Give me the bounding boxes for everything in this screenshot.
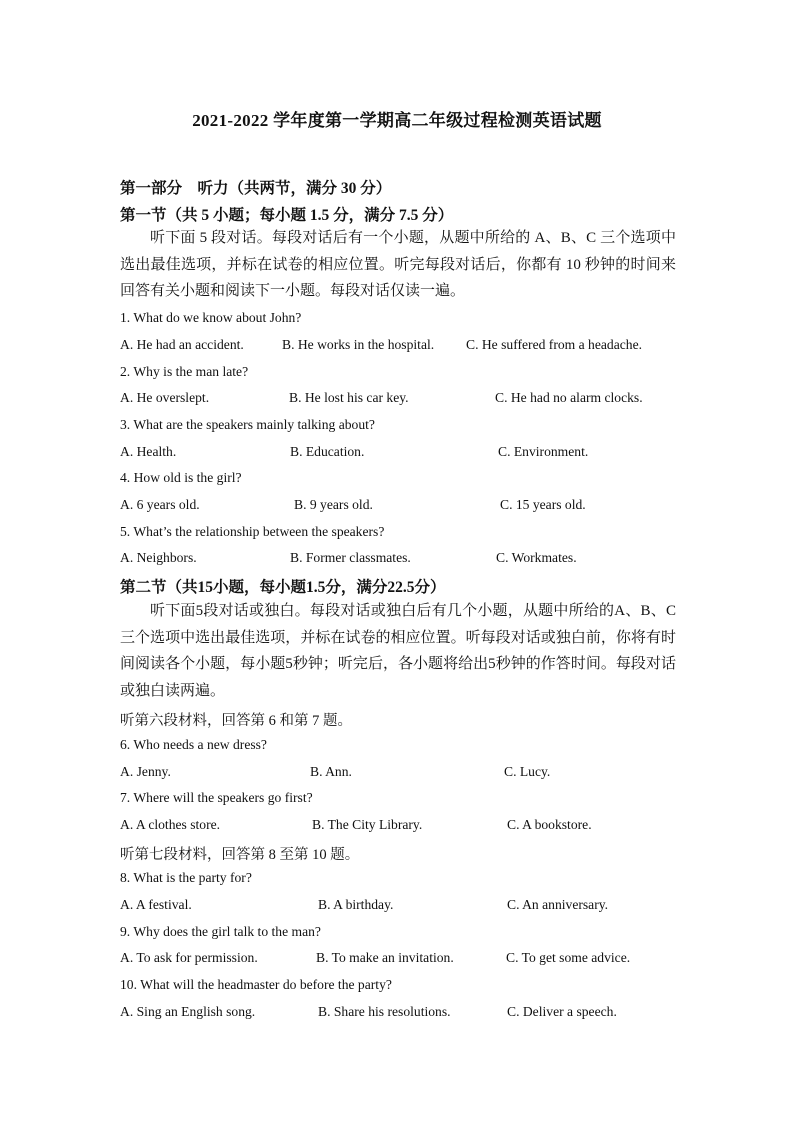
options-row [0, 897, 794, 917]
section1-heading: 第一节（共 5 小题；每小题 1.5 分，满分 7.5 分） [120, 207, 454, 224]
option-a: A. Neighbors. [120, 550, 197, 565]
option-a: A. Sing an English song. [120, 1004, 256, 1019]
option-a: A. A clothes store. [120, 817, 221, 832]
question-stem: 7. Where will the speakers go first? [120, 790, 313, 805]
option-c: C. An anniversary. [507, 897, 609, 912]
part1-heading: 第一部分 听力（共两节，满分 30 分） [120, 180, 392, 197]
option-b: B. A birthday. [318, 897, 394, 912]
question-stem: 9. Why does the girl talk to the man? [120, 924, 321, 939]
section1-instructions: 听下面 5 段对话。每段对话后有一个小题，从题中所给的 A、B、C 三个选项中选出最佳选项，并标在试卷的相应位置。听完每段对话后，你都有 10 秒钟的时间来回答有关小题和阅读下一小题。每段对话仅读一遍。 [120, 230, 676, 299]
options-row [0, 764, 794, 784]
option-b: B. He lost his car key. [289, 390, 409, 405]
option-b: B. To make an invitation. [316, 950, 454, 965]
option-a: A. A festival. [120, 897, 192, 912]
question-stem: 3. What are the speakers mainly talking about? [120, 417, 375, 432]
options-row [0, 390, 794, 410]
option-a: A. He overslept. [120, 390, 210, 405]
option-a: A. He had an accident. [120, 337, 244, 352]
option-c: C. Environment. [498, 444, 589, 459]
option-c: C. Lucy. [504, 764, 551, 779]
options-row [0, 817, 794, 837]
question-stem: 5. What’s the relationship between the speakers? [120, 524, 385, 539]
exam-title: 2021-2022 学年度第一学期高二年级过程检测英语试题 [192, 111, 602, 130]
question-stem: 2. Why is the man late? [120, 364, 249, 379]
options-row [0, 950, 794, 970]
option-b: B. 9 years old. [294, 497, 373, 512]
options-row [0, 337, 794, 357]
option-b: B. Share his resolutions. [318, 1004, 451, 1019]
question-stem: 1. What do we know about John? [120, 310, 302, 325]
section2-heading: 第二节（共15小题，每小题1.5分，满分22.5分） [120, 579, 446, 596]
options-row [0, 444, 794, 464]
option-a: A. Jenny. [120, 764, 171, 779]
option-c: C. To get some advice. [506, 950, 631, 965]
question-stem: 4. How old is the girl? [120, 470, 242, 485]
option-c: C. 15 years old. [500, 497, 586, 512]
option-a: A. 6 years old. [120, 497, 200, 512]
option-c: C. Workmates. [496, 550, 577, 565]
option-c: C. A bookstore. [507, 817, 592, 832]
section2-instructions: 听下面5段对话或独白。每段对话或独白后有几个小题，从题中所给的A、B、C三个选项中选出最佳选项，并标在试卷的相应位置。听每段对话或独白前，你将有时间阅读各个小题，每小题5秒钟；听完后，各小题将给出5秒钟的作答时间。每段对话或独白读两遍。 [120, 603, 676, 699]
option-b: B. The City Library. [312, 817, 423, 832]
option-c: C. He suffered from a headache. [466, 337, 643, 352]
options-row [0, 550, 794, 570]
option-a: A. Health. [120, 444, 177, 459]
option-b: B. He works in the hospital. [282, 337, 435, 352]
option-b: B. Former classmates. [290, 550, 411, 565]
option-b: B. Education. [290, 444, 365, 459]
question-stem: 6. Who needs a new dress? [120, 737, 267, 752]
question-stem: 8. What is the party for? [120, 870, 252, 885]
options-row [0, 1004, 794, 1024]
options-row [0, 497, 794, 517]
option-b: B. Ann. [310, 764, 352, 779]
material-seven-note: 听第七段材料，回答第 8 至第 10 题。 [120, 847, 360, 863]
question-stem: 10. What will the headmaster do before the party? [120, 977, 392, 992]
option-c: C. Deliver a speech. [507, 1004, 617, 1019]
material-six-note: 听第六段材料，回答第 6 和第 7 题。 [120, 713, 352, 729]
option-c: C. He had no alarm clocks. [495, 390, 643, 405]
option-a: A. To ask for permission. [120, 950, 258, 965]
